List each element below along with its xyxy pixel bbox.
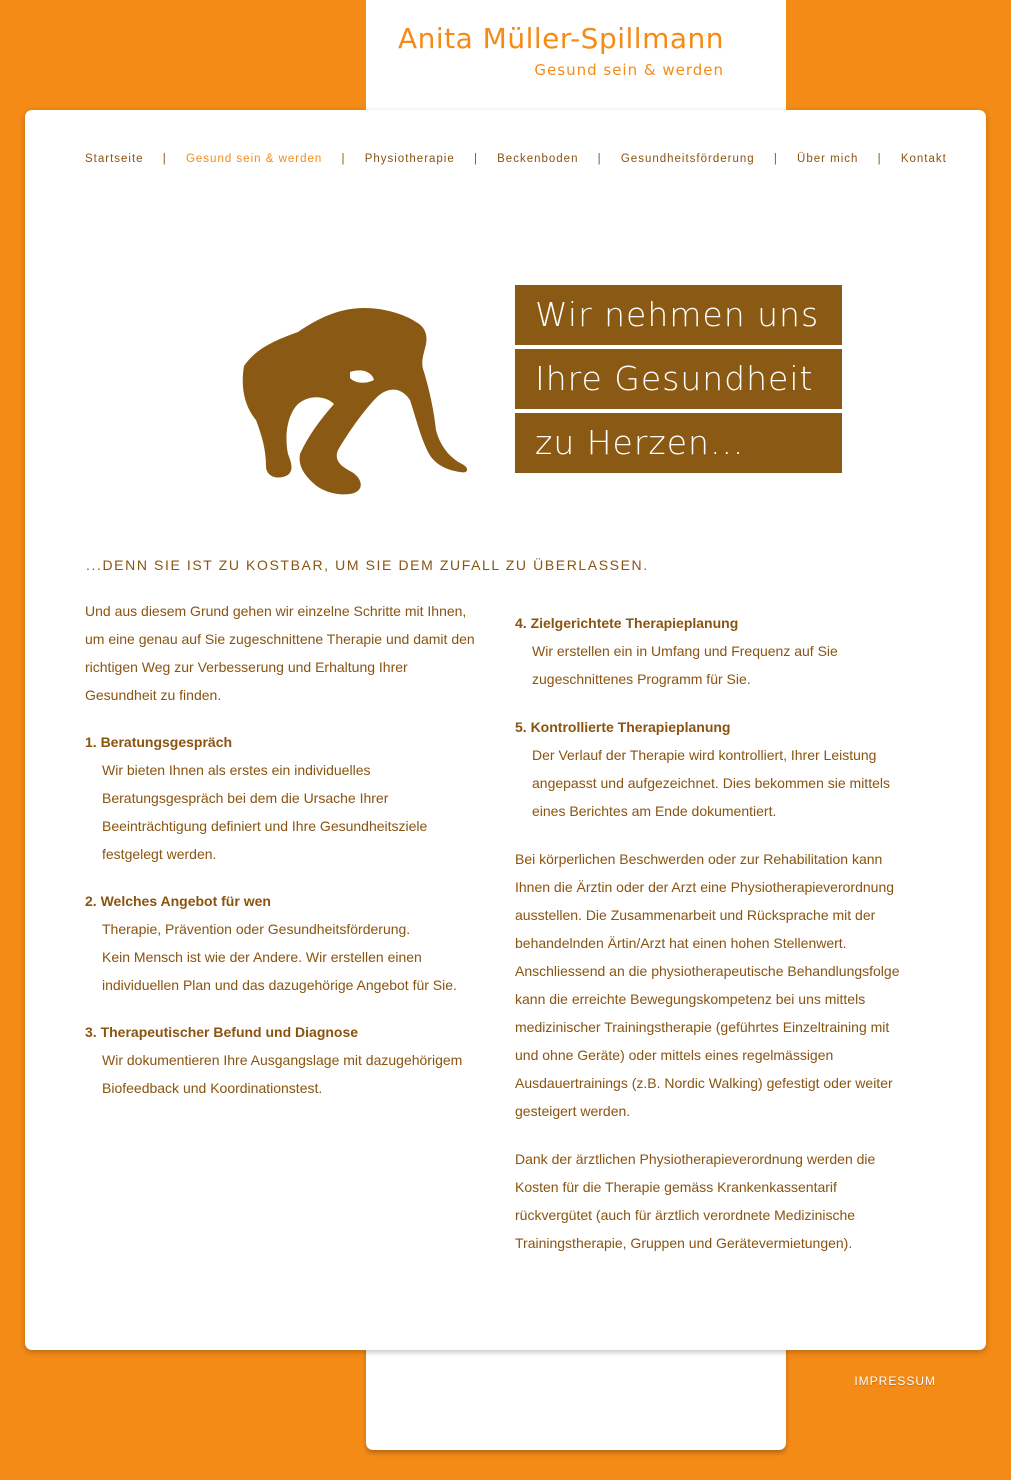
nav-separator: | bbox=[162, 153, 167, 165]
nav-separator: | bbox=[877, 153, 882, 165]
section-subheading: ...DENN SIE IST ZU KOSTBAR, UM SIE DEM ZUFALL ZU ÜBERLASSEN. bbox=[86, 557, 649, 573]
step-text: Wir erstellen ein in Umfang und Frequenz auf Sie zugeschnittenes Programm für Sie. bbox=[532, 643, 838, 687]
nav-item-gesund-sein-werden[interactable]: Gesund sein & werden bbox=[185, 153, 323, 165]
headline-bar: Wir nehmen uns bbox=[515, 285, 842, 345]
nav-item-beckenboden[interactable]: Beckenboden bbox=[497, 153, 579, 165]
step-title: 3. Therapeutischer Befund und Diagnose bbox=[85, 1024, 359, 1040]
step-text: Der Verlauf der Therapie wird kontrolliert, Ihrer Leistung angepasst und aufgezeichnet. Dies bekommen sie mittels eines Berichtes am Ende dokumentiert. bbox=[532, 747, 890, 819]
step-title: 5. Kontrollierte Therapieplanung bbox=[515, 719, 731, 735]
step-title: 2. Welches Angebot für wen bbox=[85, 893, 271, 909]
nav-item-kontakt[interactable]: Kontakt bbox=[900, 153, 947, 165]
left-column bbox=[85, 597, 480, 1102]
right-column bbox=[515, 609, 910, 1257]
step-text: Wir dokumentieren Ihre Ausgangslage mit dazugehörigem Biofeedback und Koordinationstest. bbox=[102, 1052, 463, 1096]
crouching-figure-illustration bbox=[238, 300, 470, 496]
nav-item-physiotherapie[interactable]: Physiotherapie bbox=[364, 153, 455, 165]
nav-item-gesundheitsfoerderung[interactable]: Gesundheitsförderung bbox=[620, 153, 755, 165]
nav-separator: | bbox=[597, 153, 602, 165]
step-text: Wir bieten Ihnen als erstes ein individuelles Beratungsgespräch bei dem die Ursache Ihrer Beeinträchtigung definiert und Ihre Gesundheitsziele festgelegt werden. bbox=[102, 762, 428, 862]
step-title: 1. Beratungsgespräch bbox=[85, 734, 233, 750]
brand-name[interactable]: Anita Müller-Spillmann bbox=[397, 22, 724, 55]
info-paragraph: Bei körperlichen Beschwerden oder zur Rehabilitation kann Ihnen die Ärztin oder der Arzt eine Physiotherapieverordnung ausstellen. Die Zusammenarbeit und Rücksprache mit der behandelnden Ärtin/Arzt hat einen hohen Stellenwert. bbox=[515, 851, 895, 951]
step-title: 4. Zielgerichtete Therapieplanung bbox=[515, 615, 739, 631]
nav-separator: | bbox=[473, 153, 478, 165]
headline-bar: Ihre Gesundheit bbox=[515, 349, 842, 409]
headline-bar: zu Herzen... bbox=[515, 413, 842, 473]
impressum-link[interactable]: IMPRESSUM bbox=[854, 1374, 936, 1388]
intro-paragraph: Und aus diesem Grund gehen wir einzelne Schritte mit Ihnen, um eine genau auf Sie zugeschnittene Therapie und damit den richtigen Weg zur Verbesserung und Erhaltung Ihrer Gesundheit zu finden. bbox=[85, 603, 475, 703]
nav-separator: | bbox=[773, 153, 778, 165]
nav-separator: | bbox=[341, 153, 346, 165]
step-text: Therapie, Prävention oder Gesundheitsförderung. bbox=[102, 921, 411, 937]
info-paragraph: Anschliessend an die physiotherapeutische Behandlungsfolge kann die erreichte Bewegungskompetenz bei uns mittels medizinischer Trainingstherapie (geführtes Einzeltraining mit und ohne Geräte) oder mittels eines regelmässigen Ausdauertrainings (z.B. Nordic Walking) gefestigt oder weiter gesteigert werden. bbox=[515, 963, 900, 1119]
brand-tagline: Gesund sein & werden bbox=[534, 61, 724, 79]
info-paragraph: Dank der ärztlichen Physiotherapieverordnung werden die Kosten für die Therapie gemäss Krankenkassentarif rückvergütet (auch für ärztlich verordnete Medizinische Trainingstherapie, Gruppen und Gerätevermietungen). bbox=[515, 1151, 876, 1251]
nav-item-startseite[interactable]: Startseite bbox=[85, 153, 144, 165]
step-text: Kein Mensch ist wie der Andere. Wir erstellen einen individuellen Plan und das dazugehörige Angebot für Sie. bbox=[102, 949, 457, 993]
main-nav bbox=[85, 151, 947, 167]
nav-item-ueber-mich[interactable]: Über mich bbox=[797, 153, 859, 165]
